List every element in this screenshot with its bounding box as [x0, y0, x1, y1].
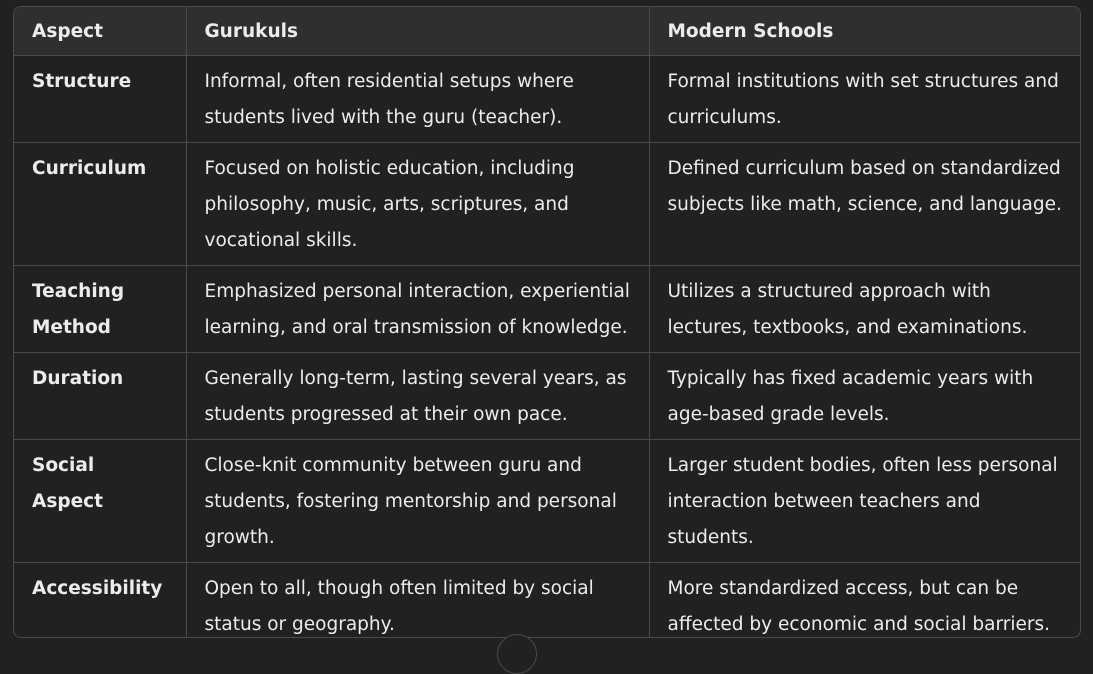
comparison-table-container [13, 6, 1081, 638]
table-row [14, 563, 1080, 639]
row-aspect: Duration [14, 353, 186, 440]
header-aspect: Aspect [14, 7, 186, 56]
row-aspect: Curriculum [14, 143, 186, 266]
table-body [14, 56, 1080, 639]
row-modern: Typically has fixed academic years with age-based grade levels. [649, 353, 1080, 440]
row-aspect: Accessibility [14, 563, 186, 639]
row-gurukuls: Informal, often residential setups where students lived with the guru (teacher). [186, 56, 649, 143]
comparison-table [14, 7, 1080, 638]
row-gurukuls: Open to all, though often limited by social status or geography. [186, 563, 649, 639]
row-modern: Defined curriculum based on standardized subjects like math, science, and language. [649, 143, 1080, 266]
row-gurukuls: Focused on holistic education, including philosophy, music, arts, scriptures, and vocational skills. [186, 143, 649, 266]
table-row [14, 353, 1080, 440]
table-header [14, 7, 1080, 56]
row-modern: Utilizes a structured approach with lectures, textbooks, and examinations. [649, 266, 1080, 353]
table-row [14, 56, 1080, 143]
header-modern-schools: Modern Schools [649, 7, 1080, 56]
header-gurukuls: Gurukuls [186, 7, 649, 56]
header-row [14, 7, 1080, 56]
row-modern: More standardized access, but can be affected by economic and social barriers. [667, 578, 1051, 635]
table-row [14, 266, 1080, 353]
row-aspect: Teaching Method [14, 266, 186, 353]
row-gurukuls: Generally long-term, lasting several years, as students progressed at their own pace. [186, 353, 649, 440]
row-aspect: Structure [14, 56, 186, 143]
row-modern: Larger student bodies, often less personal interaction between teachers and students. [649, 440, 1080, 563]
scroll-down-button[interactable] [497, 634, 537, 674]
table-row [14, 440, 1080, 563]
row-gurukuls: Close-knit community between guru and students, fostering mentorship and personal growth. [186, 440, 649, 563]
row-aspect: Social Aspect [14, 440, 186, 563]
table-row [14, 143, 1080, 266]
row-modern: Formal institutions with set structures and curriculums. [649, 56, 1080, 143]
row-gurukuls: Emphasized personal interaction, experiential learning, and oral transmission of knowledge. [186, 266, 649, 353]
